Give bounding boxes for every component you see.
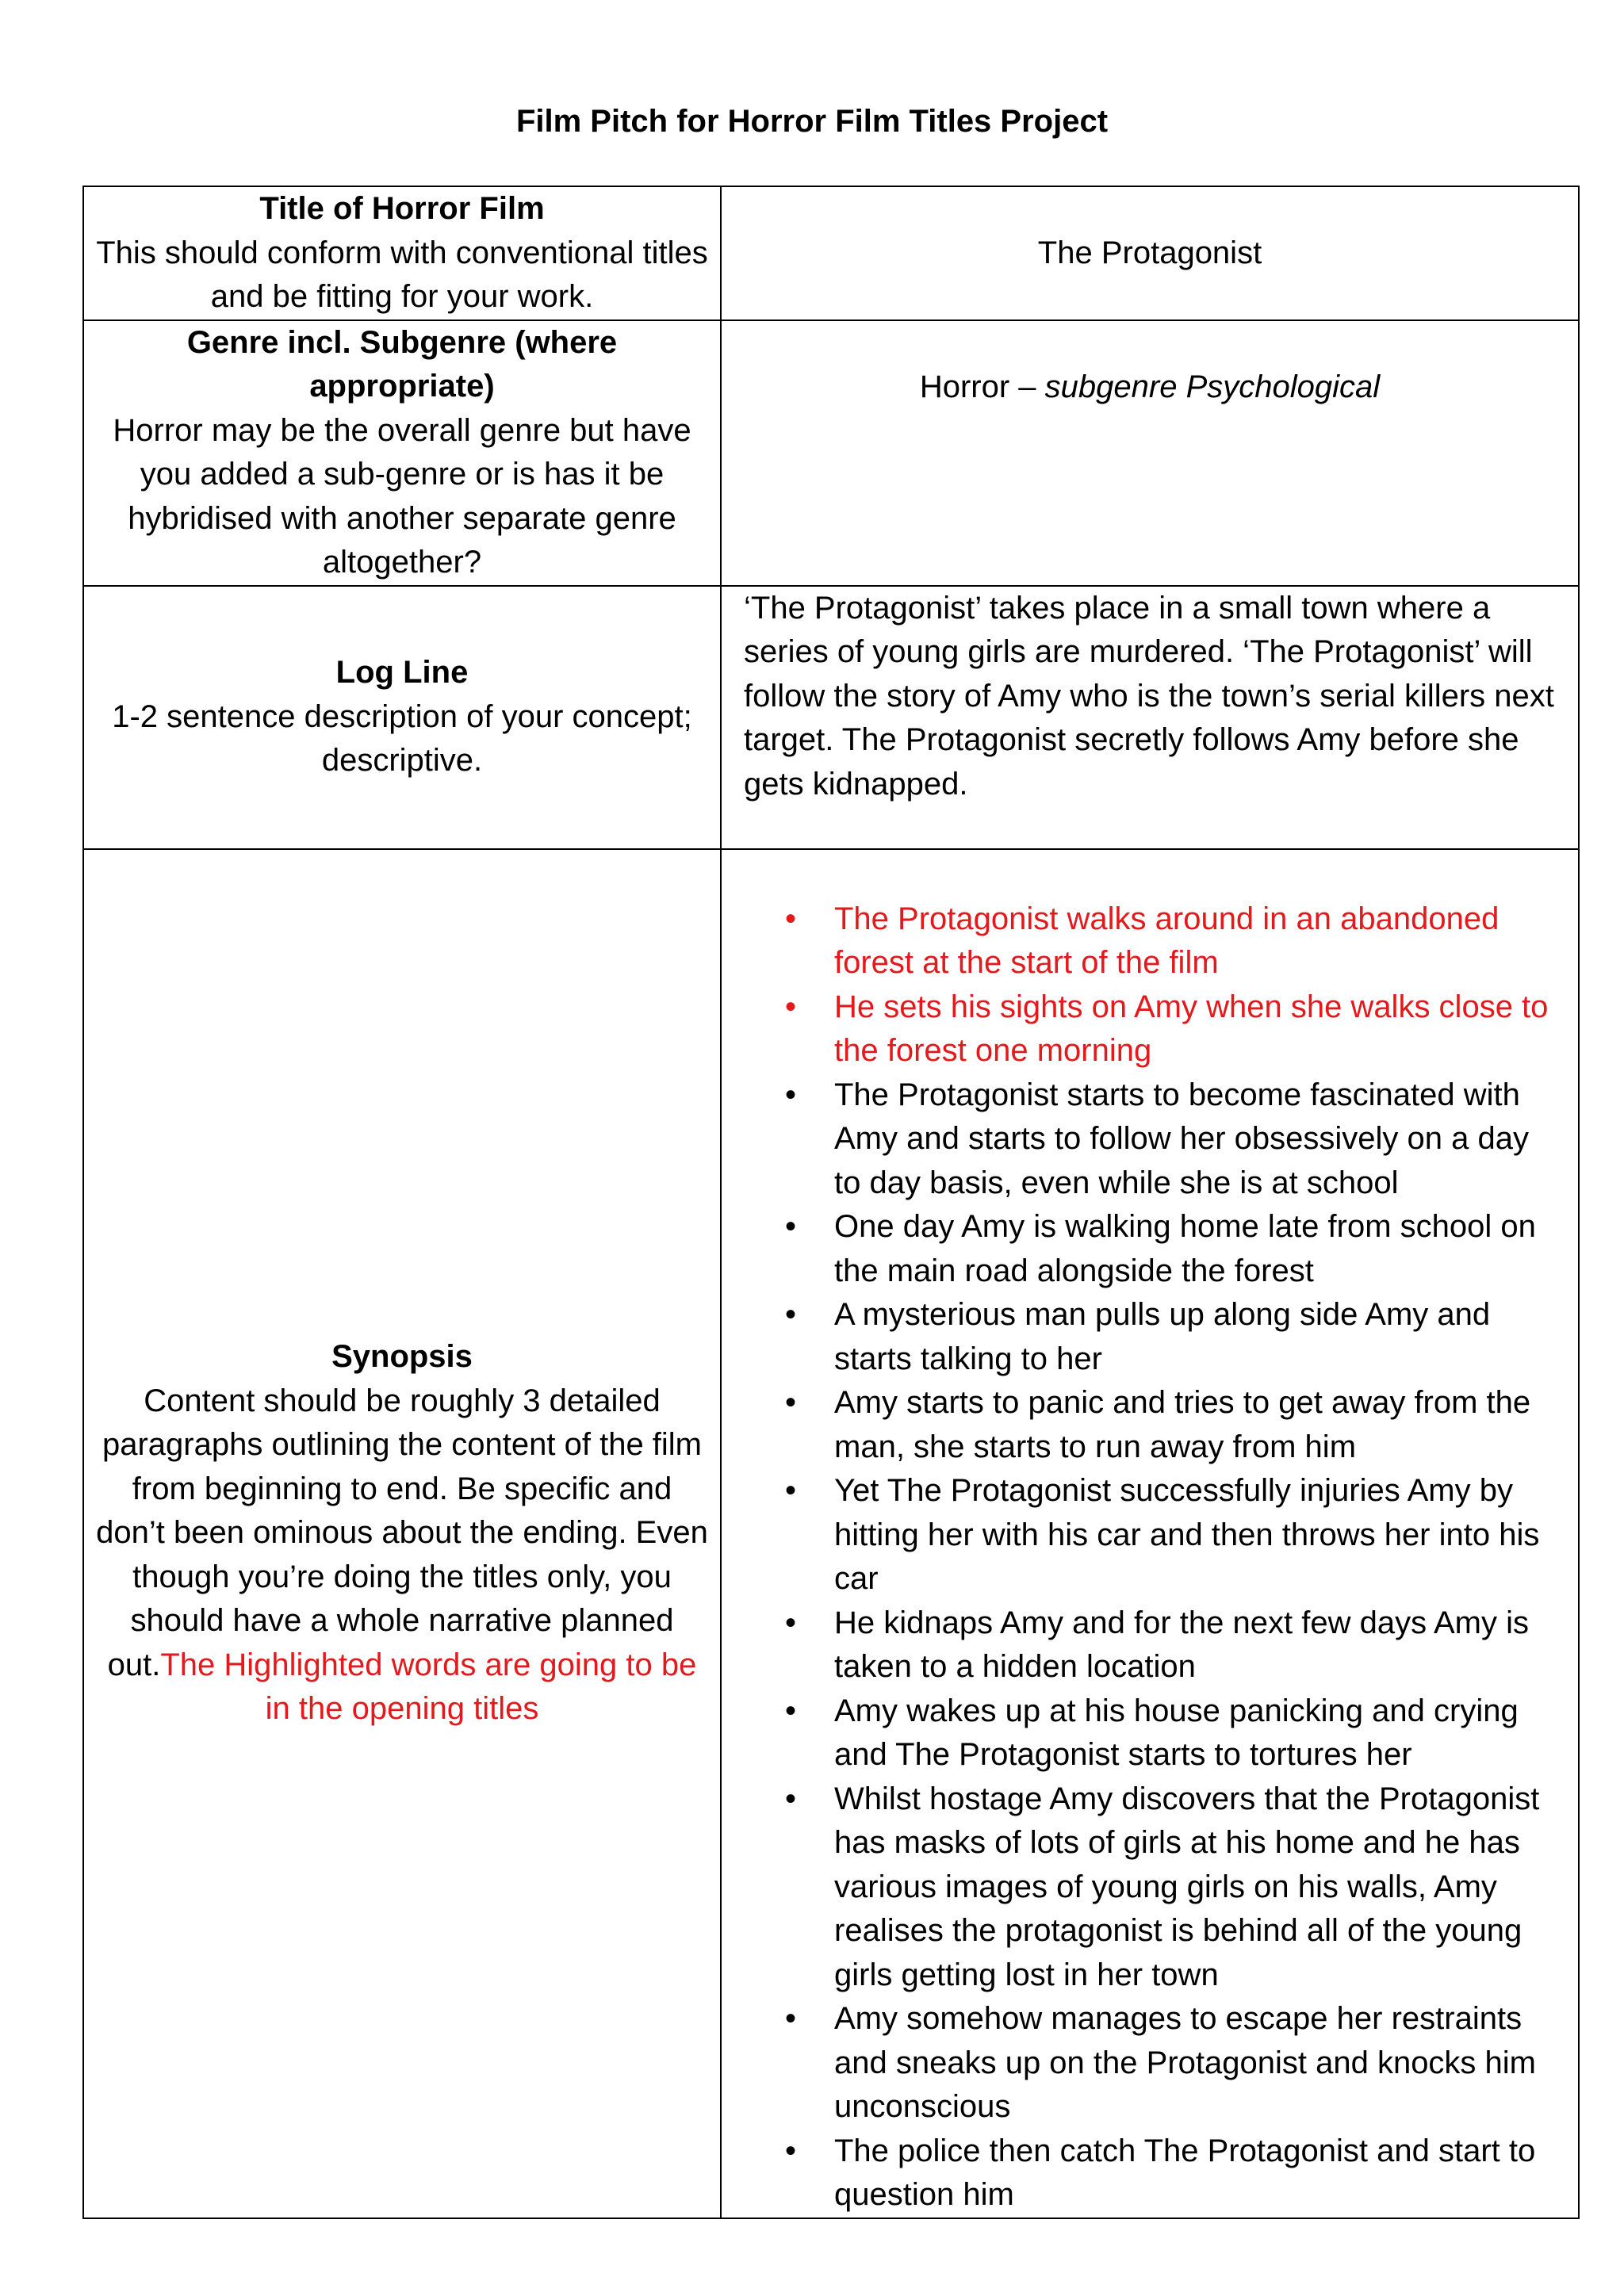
synopsis-beat-text: The Protagonist walks around in an abandoned forest at the start of the film (834, 901, 1500, 980)
bullet-icon: • (785, 1297, 797, 1332)
synopsis-beat-text: The Protagonist starts to become fascinated with Amy and starts to follow her obsessively on a day to day basis, even while she is at school (834, 1077, 1529, 1200)
bullet-icon: • (785, 2001, 797, 2036)
bullet-icon: • (785, 1693, 797, 1728)
synopsis-beat (722, 1997, 1564, 2130)
genre-value-subgenre: subgenre Psychological (1044, 369, 1381, 404)
synopsis-beats-list (722, 897, 1564, 2218)
bullet-icon: • (785, 1473, 797, 1508)
synopsis-beat-text: He sets his sights on Amy when she walks close to the forest one morning (834, 989, 1549, 1068)
bullet-icon: • (785, 989, 797, 1024)
synopsis-beat (722, 2130, 1564, 2218)
logline-value: ‘The Protagonist’ takes place in a small town where a series of young girls are murdered. ‘The Protagonist’ will follow the story of Amy who is the town’s serial killers next target. The Protagonist secretly follows Amy before she gets kidnapped. (744, 590, 1554, 802)
bullet-icon: • (785, 1077, 797, 1112)
logline-description: 1-2 sentence description of your concept; descriptive. (112, 698, 692, 779)
genre-label: Genre incl. Subgenre (where appropriate) (186, 324, 618, 404)
synopsis-beat (722, 1205, 1564, 1293)
synopsis-beat-text: One day Amy is walking home late from school on the main road alongside the forest (834, 1209, 1536, 1288)
synopsis-beat (722, 1073, 1564, 1206)
title-description: This should conform with conventional titles and be fitting for your work. (96, 235, 708, 314)
synopsis-beat (722, 1777, 1564, 1998)
genre-value-cell (721, 320, 1579, 586)
logline-value-cell (721, 586, 1579, 849)
synopsis-beat-text: Amy somehow manages to escape her restraints and sneaks up on the Protagonist and knocks him unconscious (834, 2001, 1536, 2124)
bullet-icon: • (785, 901, 797, 936)
genre-label-cell (83, 320, 721, 586)
synopsis-label-cell (83, 849, 721, 2218)
genre-value-main: Horror – (919, 369, 1045, 404)
title-value-cell (721, 186, 1579, 320)
synopsis-beat (722, 985, 1564, 1073)
bullet-icon: • (785, 1605, 797, 1640)
synopsis-beat-text: Whilst hostage Amy discovers that the Protagonist has masks of lots of girls at his home and he has various images of young girls on his walls, Amy realises the protagonist is behind all of the young girls getting lost in her town (834, 1781, 1540, 1992)
pitch-table (82, 186, 1580, 2219)
bullet-icon: • (785, 1209, 797, 1244)
genre-description: Horror may be the overall genre but have you added a sub-genre or is has it be hybridised with another separate genre altogether? (113, 412, 691, 580)
bullet-icon: • (785, 1385, 797, 1420)
synopsis-description-highlight: The Highlighted words are going to be in the opening titles (160, 1647, 697, 1727)
film-title-value: The Protagonist (1037, 235, 1262, 270)
title-label-cell (83, 186, 721, 320)
bullet-icon: • (785, 2133, 797, 2168)
page-title: Film Pitch for Horror Film Titles Project (515, 104, 1109, 139)
synopsis-beat-text: The police then catch The Protagonist and start to question him (834, 2133, 1536, 2212)
synopsis-beat (722, 1381, 1564, 1469)
table-row-synopsis (83, 849, 1579, 2218)
synopsis-beat (722, 1689, 1564, 1777)
synopsis-beat (722, 1601, 1564, 1689)
synopsis-description: Content should be roughly 3 detailed paragraphs outlining the content of the film from beginning to end. Be specific and don’t been ominous about the ending. Even though you’re doing the titles only, you should have a whole narrative planned out. (96, 1383, 708, 1682)
table-row-title (83, 186, 1579, 320)
title-label: Title of Horror Film (259, 191, 545, 226)
synopsis-beat (722, 897, 1564, 985)
synopsis-value-cell (721, 849, 1579, 2218)
synopsis-beat-text: Amy starts to panic and tries to get away from the man, she starts to run away from him (834, 1385, 1531, 1464)
bullet-icon: • (785, 1781, 797, 1816)
synopsis-beat-text: Yet The Protagonist successfully injuries Amy by hitting her with his car and then throws her into his car (834, 1473, 1540, 1596)
synopsis-label: Synopsis (331, 1339, 473, 1375)
logline-label: Log Line (335, 655, 469, 691)
synopsis-beat-text: Amy wakes up at his house panicking and crying and The Protagonist starts to tortures her (834, 1693, 1519, 1772)
synopsis-beat-text: He kidnaps Amy and for the next few days Amy is taken to a hidden location (834, 1605, 1529, 1684)
synopsis-beat (722, 1469, 1564, 1601)
synopsis-beat (722, 1293, 1564, 1381)
logline-label-cell (83, 586, 721, 849)
table-row-logline (83, 586, 1579, 849)
synopsis-beat-text: A mysterious man pulls up along side Amy and starts talking to her (834, 1297, 1491, 1376)
table-row-genre (83, 320, 1579, 586)
